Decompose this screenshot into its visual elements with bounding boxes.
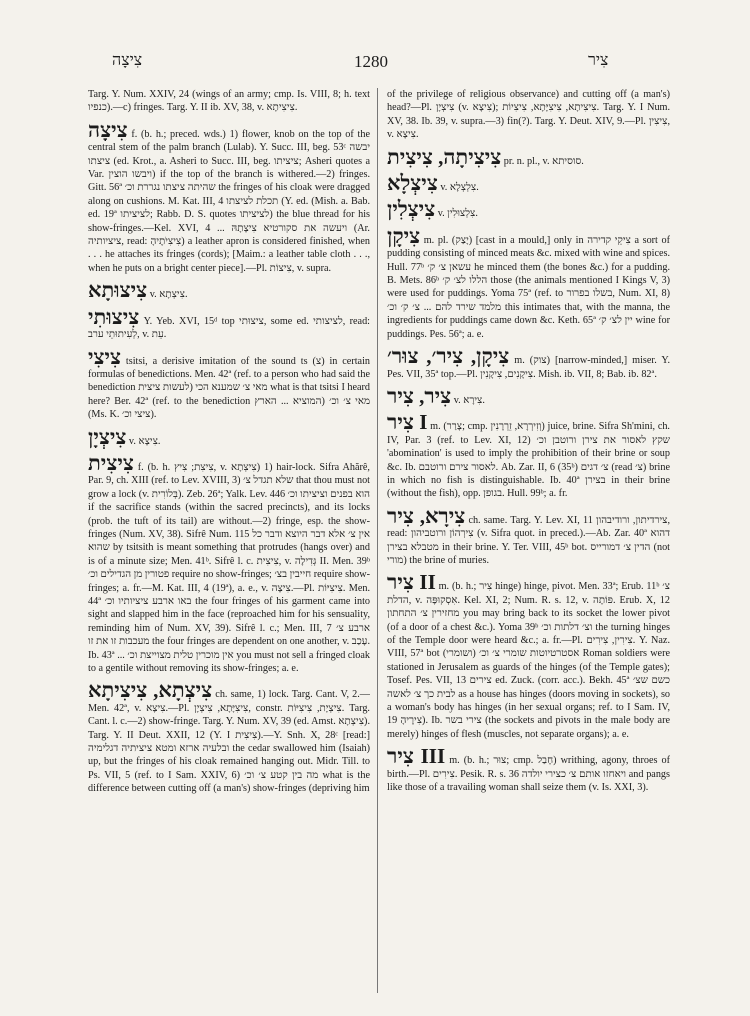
dictionary-entry bbox=[387, 383, 670, 408]
column-divider bbox=[377, 88, 378, 993]
dictionary-entry bbox=[387, 88, 670, 142]
dictionary-entry bbox=[387, 346, 670, 381]
dictionary-entry bbox=[387, 412, 670, 500]
entry-text: m. pl. (יָצַק) [cast in a mould,] only in צִיקֵי קדירה a sort of pudding consisting of minced meats &c. mixed with wine and spices. Hull. 77ᵇ עשאן צ׳ ק׳ he minced them (the bones &c.) for a pudding. B. Mets. 86ᵇ הללו לצ׳ ק׳ those (the animals mentioned I Kings V, 3) were used for puddings. Yoma 75ª (ref. to בשלו בפרור, Num. XI, 8) מלמד שירד להם ... צ׳ ק׳ וכ׳ this intimates that, with the manna, the ingredients for puddings came down &c. Keth. 65ª יין לצ׳ ק׳ wine for puddings. Pes. 56ª; a. e. bbox=[387, 234, 670, 340]
entry-headword: צִיצוּתָא bbox=[88, 278, 148, 303]
entry-text: v. צִיצְתָא. bbox=[149, 289, 188, 301]
entry-headword: צִיצִיתָה, צִיצִית bbox=[387, 144, 502, 169]
entry-text: of the privilege of religious observance) and cutting off (a man's) head?—Pl. צִיצְיָן (v. צִיצָא); צִיצִיתָא, צִיצִיָּתָא, צִיצִיוֹת. Targ. Y. I Num. XV, 38. Ib. 39, v. supra.—3) fin(?). Targ. Y. Deut. XIV, 9.—Pl. צִיצִין, v. צִיצָא. bbox=[387, 89, 670, 141]
entry-text: Targ. Y. Num. XXIV, 24 (wings of an army; cmp. Is. VIII, 8; h. text כנפיו).—c) fringes. Targ. Y. II ib. XV, 38, v. צִיצִיתָא. bbox=[88, 89, 370, 114]
entry-headword: צִיצָה bbox=[88, 117, 128, 142]
dictionary-entry bbox=[387, 144, 670, 169]
entry-text: v. צִירָא. bbox=[453, 394, 485, 406]
dictionary-entry bbox=[88, 280, 370, 301]
entry-text: ch. same, 1) lock. Targ. Cant. V, 2.—Men. 42ª, v. צִיצָא.—Pl. צִיצִיָּתָא, צִיצְיָן, constr. צִיצְיָת, צִיצִיּוֹת. Targ. Cant. l. c.—2) show-fringe. Targ. Y. Num. XV, 39 (ed. Amst. צִיצְתָא). Targ. Y. II Deut. XXII, 12 (Y. I צִיצִית).—Y. Snh. X, 28ᶜ [read:] ובלעיה ארזא ומטא ציציתיה דגלימיה the cedar swallowed him (Isaiah) up, but the fringes of his cloak remained hanging out. Midr. Till. to Ps. VII, 5 (ref. to I Sam. XXIV, 6) מה בין קטע צ׳ וכ׳ what is the difference between cutting off (a man's) show-fringes (depriving him bbox=[88, 689, 370, 795]
dictionary-entry bbox=[387, 746, 670, 794]
entry-text: pr. n. pl., v. סוסיתא. bbox=[503, 155, 584, 167]
entry-headword: צִיצִי bbox=[88, 344, 122, 369]
dictionary-entry bbox=[88, 450, 370, 676]
entry-headword: צִיקָן, צִיר׳, צוּר׳ bbox=[387, 344, 510, 369]
entry-text: v. צִלְצְלָא. bbox=[440, 182, 479, 194]
entry-headword: צִיקָן bbox=[387, 223, 421, 248]
entry-text: m. (צוק) [narrow-minded,] miser. Y. Pes. VII, 35ª top.—Pl. צִיקָנִים, צִיקָנִין. Mish. ib. VII, 8; Bab. ib. 82ª. bbox=[387, 355, 670, 380]
left-column bbox=[88, 88, 370, 988]
entry-text: m. (צָרַר; cmp. וְזִירְרָא, זֵרְרָנִין) juice, brine. Sifra Sh'mini, ch. IV, Par. 3 (ref. to Lev. XI, 12) שקץ לאסור את צירן ורוטבן וכ׳ 'abomination' is used to imply the prohibition of their brine or soup &c. Ib. לאסור צירם ורוטבם. Ab. Zar. II, 6 (35ᵇ) צ׳ דגים (read צ׳) brine in which no fish is distinguishable. Ib. 40ª בצירן in their brine (without the fish), opp. בגופן. Hull. 99ᵇ; a. fr. bbox=[387, 421, 670, 500]
right-column bbox=[387, 88, 670, 988]
entry-text: Y. Yeb. XVI, 15ᵈ top ציצוּתי, some ed. לציצותי, read: לְעִיתוּתֵי ערב, v. עֵת. bbox=[88, 315, 370, 341]
entry-text: v. צִלְצוּלִין. bbox=[437, 208, 478, 220]
dictionary-entry bbox=[88, 88, 370, 115]
dictionary-entry bbox=[387, 223, 670, 341]
entry-headword: צִיצְתָא, צִיצִיתָא bbox=[88, 678, 213, 703]
dictionary-entry bbox=[88, 304, 370, 342]
entry-text: tsitsi, a derisive imitation of the sound ts (צ) in certain formulas of benedictions. Men. 42ª (ref. to a person who had said the benediction לעשות ציצית) מאי צ׳ שמענא הכי what is that tsitsi I heard here? Ber. 42ª (ref. to the benediction המוציא ... הארץ) מאי צ׳ וכ׳ (Ms. K. ציצי וכ׳). bbox=[88, 355, 370, 421]
entry-text: m. (b. h.; צוּר; cmp. חָבַל) writhing, agony, throes of birth.—Pl. צִירִים. Pesik. R. s. 36 ויאחזו אותם צ׳ כצירי יולדה and pangs like those of a travailing woman shall seize them (v. Is. XXI, 3). bbox=[387, 755, 670, 794]
entry-text: m. (b. h.; צִיר hinge) hinge, pivot. Men. 33ª; Erub. 11ᵇ צ׳ הדלת, v. אִסְקוּפָּה. Kel. XI, 2; Num. R. s. 12, v. פּוֹתָה. Erub. X, 12 מחזירין צ׳ התחתון you may bring back to its socket the lower pivot (of a door of a chest &c.). Yoma 39ᵇ וצ׳ דלתות וכ׳ the turning hinges of the Temple door were heard &c.; a. fr.—Pl. צִירִין, צִירִים. Y. Naz. VIII, 57ª bot אסטרטיוטות שומרי צ׳ וכ׳ (ושומרי) Roman soldiers were stationed in Jerusalem as guards of the hinges (of the Temple gates); Tosef. Pes. VII, 13 צירים ed. Zuck. (corr. acc.). Bekh. 45ª כשם שצ׳ לבית כך צ׳ לאשה as a house has hinges (doors moving in sockets), so a woman's body has hinges (in her sexual organs; ref. to I Sam. IV, 19 צִירֶיהָ). Ib. צירי בשר (the sockets and pivots in the male body are merely) hinges of flesh (muscles, not separate organs); a. e. bbox=[387, 581, 670, 740]
entry-headword: צִיצְלָא bbox=[387, 171, 438, 196]
dictionary-entry bbox=[387, 199, 670, 220]
entry-text: f. (b. h.; preced. wds.) 1) flower, knob on the top of the central stem of the palm branch (Lulab). Y. Succ. III, beg. 53ᶜ יבשה ציצתו (ed. Krot., a. Asheri to Succ. III, beg. ציציתו; Asheri quotes a Var. ויבשו הוצין) if the top of the branch is withered.—2) fringes. Gitt. 56ª שהיתה ציצתו נגררת וכ׳ the fringes of his cloak were dragged along on cushions. M. Kat. III, 4 תכלת לציצתו (Y. ed. (Mish. a. Bab. ed. 19ª לציציתו; Rabb. D. S. quotes לציציתו) the blue thread for his show-fringes.—Kel. XVI, 4 ... ויעשה את סקורטיא צִיצָתָהּ (Ar. ציציותיה, read: צִיצִיֹתֶיהָ) a leather apron is considered finished, when . . . he attaches its fringes (cords); [Maim.: a leather table cloth . . ., when he puts on a bright center piece].—Pl. צִיצוֹת, v. supra. bbox=[88, 128, 370, 274]
dictionary-entry bbox=[387, 173, 670, 194]
header-catchword-left: צִיצָה bbox=[112, 52, 143, 69]
entry-text: v. צִיצָא. bbox=[128, 435, 161, 447]
dictionary-entry bbox=[88, 344, 370, 422]
entry-text: ch. same. Targ. Y. Lev. XI, 11 צירדיתון, ורודיבהון, read: צִירְהוֹן ורוטביהון (v. Sifra quot. in preced.).—Ab. Zar. 40ª דהוא מטבלא בצירן in their brine. Y. Ter. VIII, 45ᵇ bot. הדין צ׳ דמורייס (not מורי) the brine of muries. bbox=[387, 514, 670, 566]
entry-headword: צִיצוּתִי bbox=[88, 304, 140, 329]
dictionary-entry bbox=[88, 680, 370, 795]
page-header bbox=[0, 52, 750, 76]
entry-headword: צִיר II bbox=[387, 570, 436, 595]
entry-headword: צִיר, צִיר bbox=[387, 383, 452, 408]
entry-headword: צִיר III bbox=[387, 744, 446, 769]
dictionary-entry bbox=[88, 117, 370, 275]
page-number: 1280 bbox=[354, 52, 388, 71]
dictionary-entry bbox=[387, 503, 670, 568]
entry-headword: צִיצְלִין bbox=[387, 197, 436, 222]
header-catchword-right: צִיר bbox=[588, 52, 609, 69]
dictionary-entry bbox=[88, 424, 370, 449]
entry-text: f. (b. h. צִיצִת; צִיץ, v. צִיצְתָא) 1) hair-lock. Sifra Ahărê, Par. 9, ch. XIII (ref. to Lev. XVIII, 3) שלא תגדל צ׳ that thou must not grow a lock (v. בְּלוֹרִית). Zeb. 26ª; Yalk. Lev. 446 הוא בפנים וציציתו וכ׳ if the sacrifice stands (within the sacred precincts), and its locks (prob. the tuft of its tail) are without.—2) fringe, esp. the show-fringes (Num. XV, 38). Sifrê Num. 115 אין צ׳ אלא דבר היוצא ודבר כל שהוא by tsitsith is meant something that protrudes (hangs over) and is of a minute size; Men. 41ᵇ. Sifrê l. c. צִיצִית, v. גְּדִילָה II. Men. 39ᵇ פטורין מן הגדילים וכ׳ require no show-fringes; חייבין בצ׳ require show-fringes; a. fr.—M. Kat. III, 4 (19ª), a. e., v. צִיצָה.—Pl. צִיצִיּוֹת. Men. 44ª באו ארבע ציציותיו וכ׳ the four fringes of his garment came into sight and slapped him in the face (reproached him for his sensuality, reminding him of Num. XV, 39). Sifrê l. c.; Men. III, 7 ארבע צ׳ מעכבות זו את זו the four fringes are dependent on one another, v. עָכַב. Ib. 43ª ... אין מוכרין טלית מצוייצת וכ׳ you must not sell a fringed cloak to a gentile without removing its show-fringes; a. e. bbox=[88, 461, 370, 675]
entry-headword: צִיר I bbox=[387, 410, 428, 435]
entry-headword: צִיצְיָן bbox=[88, 424, 127, 449]
dictionary-entry bbox=[387, 572, 670, 741]
entry-headword: צִירָא, צִיר bbox=[387, 503, 466, 528]
entry-headword: צִיצִית bbox=[88, 450, 134, 475]
